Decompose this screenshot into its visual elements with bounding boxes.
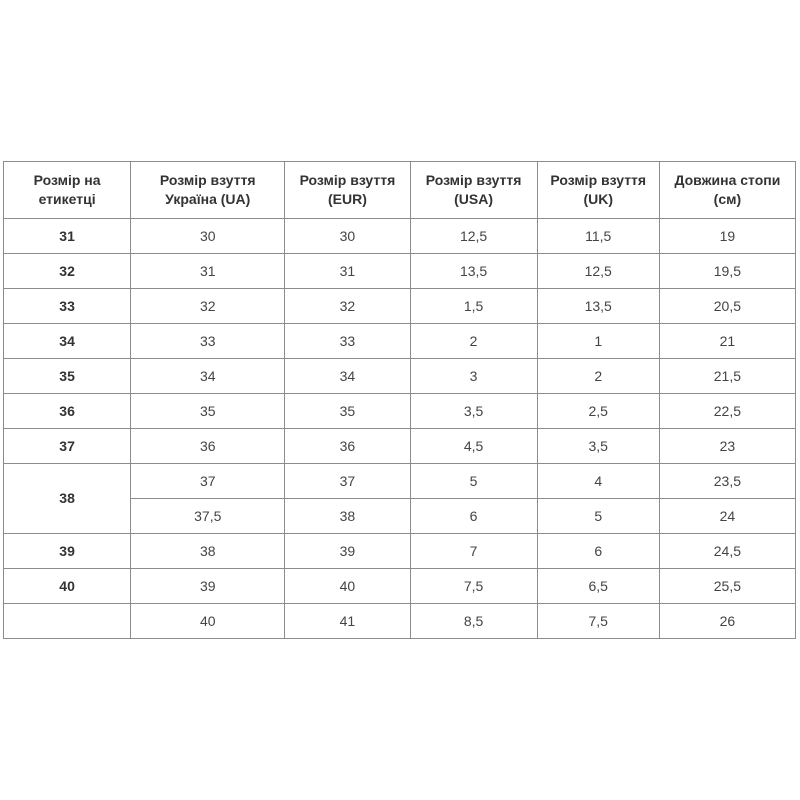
cell-eur-size: 40 — [285, 569, 410, 604]
cell-label-size: 31 — [4, 219, 131, 254]
cell-ua-size: 32 — [131, 289, 285, 324]
cell-ua-size: 40 — [131, 604, 285, 639]
cell-label-size: 36 — [4, 394, 131, 429]
cell-usa-size: 7 — [410, 534, 537, 569]
cell-eur-size: 37 — [285, 464, 410, 499]
cell-eur-size: 31 — [285, 254, 410, 289]
header-usa-size: Розмір взуття (USA) — [410, 162, 537, 219]
cell-label-size: 33 — [4, 289, 131, 324]
table-row — [4, 359, 796, 394]
cell-label-size: 37 — [4, 429, 131, 464]
cell-foot-length: 23 — [659, 429, 795, 464]
cell-eur-size: 38 — [285, 499, 410, 534]
table-row — [4, 394, 796, 429]
table-row — [4, 254, 796, 289]
cell-label-size: 39 — [4, 534, 131, 569]
cell-eur-size: 30 — [285, 219, 410, 254]
table-row — [4, 604, 796, 639]
cell-foot-length: 24,5 — [659, 534, 795, 569]
header-row — [4, 162, 796, 219]
cell-usa-size: 8,5 — [410, 604, 537, 639]
cell-usa-size: 7,5 — [410, 569, 537, 604]
cell-ua-size: 39 — [131, 569, 285, 604]
cell-ua-size: 37 — [131, 464, 285, 499]
cell-usa-size: 13,5 — [410, 254, 537, 289]
cell-foot-length: 20,5 — [659, 289, 795, 324]
table-row — [4, 569, 796, 604]
header-uk-size: Розмір взуття (UK) — [537, 162, 659, 219]
cell-usa-size: 6 — [410, 499, 537, 534]
cell-ua-size: 31 — [131, 254, 285, 289]
cell-ua-size: 30 — [131, 219, 285, 254]
cell-label-size: 40 — [4, 569, 131, 604]
cell-uk-size: 13,5 — [537, 289, 659, 324]
cell-uk-size: 6,5 — [537, 569, 659, 604]
cell-ua-size: 38 — [131, 534, 285, 569]
cell-uk-size: 2 — [537, 359, 659, 394]
cell-foot-length: 23,5 — [659, 464, 795, 499]
cell-eur-size: 35 — [285, 394, 410, 429]
cell-eur-size: 34 — [285, 359, 410, 394]
table-row — [4, 429, 796, 464]
cell-foot-length: 25,5 — [659, 569, 795, 604]
header-eur-size: Розмір взуття (EUR) — [285, 162, 410, 219]
cell-foot-length: 19,5 — [659, 254, 795, 289]
cell-ua-size: 36 — [131, 429, 285, 464]
cell-ua-size: 35 — [131, 394, 285, 429]
table-body — [4, 219, 796, 639]
cell-uk-size: 3,5 — [537, 429, 659, 464]
table-row — [4, 219, 796, 254]
cell-ua-size: 34 — [131, 359, 285, 394]
cell-eur-size: 39 — [285, 534, 410, 569]
cell-uk-size: 7,5 — [537, 604, 659, 639]
cell-uk-size: 11,5 — [537, 219, 659, 254]
header-ua-size: Розмір взуття Україна (UA) — [131, 162, 285, 219]
cell-usa-size: 1,5 — [410, 289, 537, 324]
cell-label-size — [4, 604, 131, 639]
cell-uk-size: 6 — [537, 534, 659, 569]
cell-foot-length: 19 — [659, 219, 795, 254]
cell-uk-size: 4 — [537, 464, 659, 499]
table-row — [4, 534, 796, 569]
cell-usa-size: 3,5 — [410, 394, 537, 429]
cell-usa-size: 4,5 — [410, 429, 537, 464]
header-foot-length: Довжина стопи (см) — [659, 162, 795, 219]
cell-eur-size: 36 — [285, 429, 410, 464]
cell-eur-size: 32 — [285, 289, 410, 324]
header-label-size: Розмір на етикетці — [4, 162, 131, 219]
cell-uk-size: 2,5 — [537, 394, 659, 429]
cell-foot-length: 21,5 — [659, 359, 795, 394]
cell-usa-size: 3 — [410, 359, 537, 394]
cell-foot-length: 24 — [659, 499, 795, 534]
cell-label-size: 38 — [4, 464, 131, 534]
table-row — [4, 289, 796, 324]
table-row — [4, 464, 796, 499]
cell-eur-size: 41 — [285, 604, 410, 639]
cell-eur-size: 33 — [285, 324, 410, 359]
cell-usa-size: 2 — [410, 324, 537, 359]
cell-label-size: 32 — [4, 254, 131, 289]
cell-foot-length: 26 — [659, 604, 795, 639]
size-chart-table — [3, 161, 796, 639]
table-row — [4, 324, 796, 359]
cell-ua-size: 33 — [131, 324, 285, 359]
cell-ua-size: 37,5 — [131, 499, 285, 534]
cell-label-size: 35 — [4, 359, 131, 394]
cell-foot-length: 22,5 — [659, 394, 795, 429]
cell-uk-size: 5 — [537, 499, 659, 534]
cell-label-size: 34 — [4, 324, 131, 359]
cell-foot-length: 21 — [659, 324, 795, 359]
table-header — [4, 162, 796, 219]
cell-uk-size: 12,5 — [537, 254, 659, 289]
cell-usa-size: 5 — [410, 464, 537, 499]
cell-usa-size: 12,5 — [410, 219, 537, 254]
cell-uk-size: 1 — [537, 324, 659, 359]
